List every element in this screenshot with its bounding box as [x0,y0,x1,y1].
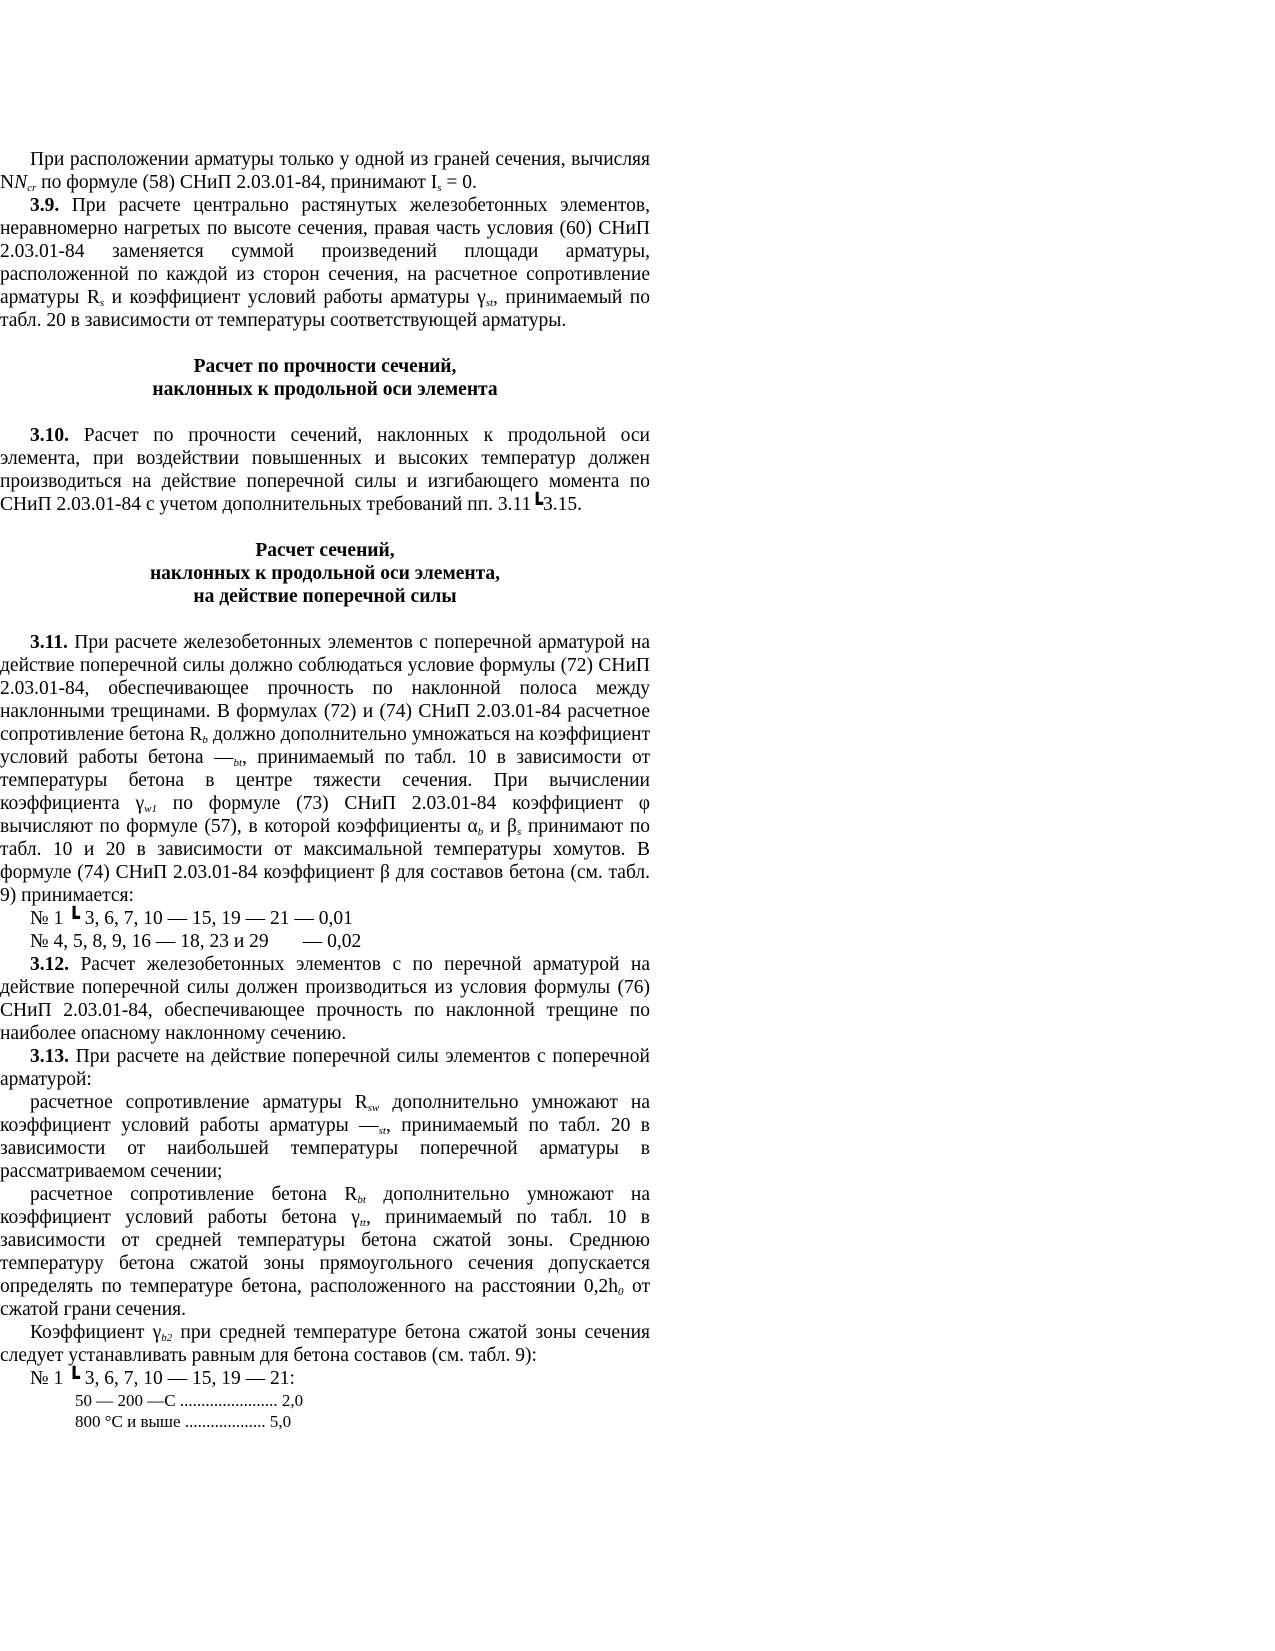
paragraph-3-12 [0,953,650,1045]
p8-text-c: , принимаемый по табл. 10 в зависимости от средней температуры бетона сжатой зоны. Среднюю температуру бетона сжатой зоны прямоугольного сечения допускается определять по температуре бетона, расположенного на расстоянии 0,2h [0,1207,650,1297]
p2-text-c: , принимаемый по табл. 20 в зависимости от температуры соответствующей арматуры. [0,287,650,331]
beta-s-subscript: s [516,826,522,838]
section-heading-strength [0,355,650,401]
heading-line: на действие поперечной силы [193,586,457,607]
p2-text-a: При расчете центрально растянутых железобетонных элементов, неравномерно нагретых по высоте сечения, правая часть условия (60) СНиП 2.03.01-84 заменяется суммой произведений площади арматуры, расположенной по каждой из сторон сечения, на расчетное сопротивление арматуры R [0,195,650,308]
tt-subscript: tt [359,1217,366,1229]
clause-number: 3.9. [30,195,60,216]
rsw-subscript: sw [367,1102,380,1114]
p8-text-a: расчетное сопротивление бетона R [30,1184,358,1205]
heading-line: наклонных к продольной оси элемента, [149,563,501,584]
b2-subscript: b2 [161,1332,173,1344]
clause-number: 3.11. [30,632,68,653]
paragraph-1 [0,148,650,194]
alpha-b-subscript: b [477,826,484,838]
list-item: № 4, 5, 8, 9, 16 — 18, 23 и 29 — 0,02 [30,931,362,952]
p7-text-b: дополнительно умножают на коэффициент условий работы арматуры — [0,1092,650,1136]
paragraph-3-10 [0,424,650,516]
p3-text: Расчет по прочности сечений, наклонных к продольной оси элемента, при воздействии повышенных и высоких температур должен производиться на действие поперечной силы и изгибающего момента по СНиП 2.03.01-84 с учетом дополнительных требований пп. 3.11┗3.15. [0,425,650,515]
p9-text-a: Коэффициент γ [30,1322,162,1343]
rbt-subscript: bt [357,1194,366,1206]
p8-text-d: от сжатой грани сечения. [0,1276,650,1320]
p4-text-a: При расчете железобетонных элементов с поперечной арматурой на действие поперечной силы должно соблюдаться условие формулы (72) СНиП 2.03.01-84, обеспечивающее прочность по наклонной полоса между наклонными трещинами. В формулах (72) и (74) СНиП 2.03.01-84 расчетное сопротивление бетона R [0,632,650,745]
p4-text-f: принимают по табл. 10 и 20 в зависимости от максимальной температуры хомутов. В формуле (74) СНиП 2.03.01-84 коэффициент β для составов бетона (см. табл. 9) принимается: [0,816,650,906]
p6-text: При расчете на действие поперечной силы элементов с поперечной арматурой: [0,1046,650,1090]
value-row: 50 — 200 —С ....................... 2,0 [75,1391,304,1410]
heading-line: Расчет сечений, [255,540,395,561]
paragraph-3-13 [0,1045,650,1091]
value-row: 800 °С и выше ................... 5,0 [75,1412,292,1431]
p4-text-b: должно дополнительно умножаться на коэффициент условий работы бетона — [0,724,650,768]
paragraph-rbt [0,1183,650,1321]
h0-subscript: 0 [618,1286,624,1298]
p7-text-a: расчетное сопротивление арматуры R [30,1092,368,1113]
p5-text: Расчет железобетонных элементов с по перечной арматурой на действие поперечной силы должен производиться из условия формулы (76) СНиП 2.03.01-84, обеспечивающее прочность по наклонной трещине по наиболее опасному наклонному сечению. [0,954,650,1044]
ncr-subscript: cr [27,182,37,194]
paragraph-gamma-b2 [0,1321,650,1367]
p4-text-d: по формуле (73) СНиП 2.03.01-84 коэффициент φ вычисляют по формуле (57), в которой коэффициенты α [0,793,651,837]
p2-text-b: и коэффициент условий работы арматуры γ [104,287,486,308]
clause-number: 3.10. [30,425,69,446]
rb-subscript: b [202,734,208,746]
gamma-st-subscript: st [485,297,494,309]
ncr-symbol: N [14,172,28,193]
clause-number: 3.13. [30,1046,69,1067]
section-heading-shear [0,539,650,608]
p7-text-c: , принимаемый по табл. 20 в зависимости от наибольшей температуры поперечной арматуры в рассматриваемом сечении; [0,1115,650,1182]
paragraph-3-11 [0,631,650,907]
p1-text-c: = 0. [441,172,477,193]
paragraph-rsw [0,1091,650,1183]
clause-number: 3.12. [30,954,69,975]
p4-text-e: и β [483,816,517,837]
p1-text: При расположении арматуры только у одной из граней сечения, вычисляя N [0,149,650,193]
p8-text-b: дополнительно умножают на коэффициент условий работы бетона γ [0,1184,650,1228]
st-subscript: st [378,1125,386,1137]
document-column [0,148,650,1432]
paragraph-3-9 [0,194,650,332]
bt-subscript: bt [233,757,243,769]
p4-text-c: , принимаемый по табл. 10 в зависимости от температуры бетона в центре тяжести сечения. При вычислении коэффициента γ [0,747,651,814]
is-subscript: s [437,182,442,194]
list-item: № 1 ┗ 3, 6, 7, 10 — 15, 19 — 21 — 0,01 [30,908,353,929]
p9-text-b: при средней температуре бетона сжатой зоны сечения следует устанавливать равным для бетона составов (см. табл. 9): [0,1322,650,1366]
list-item: № 1 ┗ 3, 6, 7, 10 — 15, 19 — 21: [30,1368,295,1389]
rs-subscript: s [99,297,105,309]
heading-line: наклонных к продольной оси элемента [152,379,498,400]
heading-line: Расчет по прочности сечений, [193,356,457,377]
w1-subscript: w1 [144,803,157,815]
p1-text-b: по формуле (58) СНиП 2.03.01-84, принимают I [36,172,438,193]
